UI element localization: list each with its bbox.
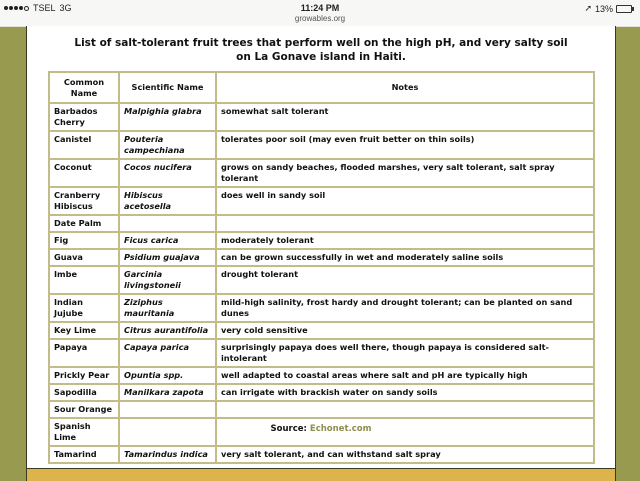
notes-cell: tolerates poor soil (may even fruit better on thin soils) (216, 131, 594, 159)
notes-cell: very cold sensitive (216, 322, 594, 339)
header-scientific-name: Scientific Name (119, 72, 216, 103)
source-credit (27, 424, 615, 434)
scientific-name-cell: Pouteria campechiana (119, 131, 216, 159)
notes-cell: surprisingly papaya does well there, though papaya is considered salt-intolerant (216, 339, 594, 367)
carrier-name: TSEL (33, 3, 56, 13)
common-name-cell: Cranberry Hibiscus (49, 187, 119, 215)
scientific-name-cell: Manilkara zapota (119, 384, 216, 401)
notes-cell: very salt tolerant, and can withstand salt spray (216, 446, 594, 463)
table-row (49, 266, 594, 294)
table-header-row (49, 72, 594, 103)
scientific-name-cell: Psidium guajava (119, 249, 216, 266)
scientific-name-cell: Malpighia glabra (119, 103, 216, 131)
scientific-name-cell: Ziziphus mauritania (119, 294, 216, 322)
table-row (49, 384, 594, 401)
common-name-cell: Barbados Cherry (49, 103, 119, 131)
header-common-name: Common Name (49, 72, 119, 103)
table-row (49, 294, 594, 322)
scientific-name-cell: Garcinia livingstoneii (119, 266, 216, 294)
notes-cell: moderately tolerant (216, 232, 594, 249)
notes-cell: can be grown successfully in wet and moderately saline soils (216, 249, 594, 266)
scientific-name-cell: Citrus aurantifolia (119, 322, 216, 339)
notes-cell: grows on sandy beaches, flooded marshes, very salt tolerant, salt spray tolerant (216, 159, 594, 187)
scientific-name-cell: Opuntia spp. (119, 367, 216, 384)
title-line-1: List of salt-tolerant fruit trees that perform well on the high pH, and very salty soil (74, 37, 568, 49)
common-name-cell: Guava (49, 249, 119, 266)
common-name-cell: Sapodilla (49, 384, 119, 401)
battery-percent: 13% (594, 3, 613, 14)
scientific-name-cell (119, 401, 216, 418)
page-content (26, 26, 616, 468)
scientific-name-cell (119, 215, 216, 232)
common-name-cell: Sour Orange (49, 401, 119, 418)
table-row (49, 232, 594, 249)
table-row (49, 103, 594, 131)
notes-cell: does well in sandy soil (216, 187, 594, 215)
fruit-trees-table (48, 71, 595, 464)
common-name-cell: Papaya (49, 339, 119, 367)
table-row (49, 215, 594, 232)
scientific-name-cell: Capaya parica (119, 339, 216, 367)
table-row (49, 401, 594, 418)
table-row (49, 339, 594, 367)
notes-cell: mild-high salinity, frost hardy and drought tolerant; can be planted on sand dunes (216, 294, 594, 322)
table-row (49, 249, 594, 266)
scientific-name-cell: Cocos nucifera (119, 159, 216, 187)
notes-cell (216, 215, 594, 232)
page-title (27, 36, 615, 64)
common-name-cell: Tamarind (49, 446, 119, 463)
notes-cell: drought tolerant (216, 266, 594, 294)
battery-icon (616, 5, 632, 13)
common-name-cell: Prickly Pear (49, 367, 119, 384)
table-row (49, 322, 594, 339)
table-row (49, 187, 594, 215)
common-name-cell: Imbe (49, 266, 119, 294)
location-arrow-icon: ➚ (584, 3, 592, 13)
common-name-cell: Coconut (49, 159, 119, 187)
common-name-cell: Fig (49, 232, 119, 249)
scientific-name-cell: Hibiscus acetosella (119, 187, 216, 215)
common-name-cell: Date Palm (49, 215, 119, 232)
footer-bar (26, 468, 616, 481)
notes-cell: can irrigate with brackish water on sandy soils (216, 384, 594, 401)
common-name-cell: Key Lime (49, 322, 119, 339)
common-name-cell: Spanish Lime (49, 418, 119, 446)
table-row (49, 367, 594, 384)
notes-cell: well adapted to coastal areas where salt and pH are typically high (216, 367, 594, 384)
network-type: 3G (59, 3, 72, 13)
status-bar (0, 0, 640, 27)
battery-info (584, 3, 632, 14)
source-link[interactable]: Echonet.com (309, 424, 372, 434)
scientific-name-cell: Tamarindus indica (119, 446, 216, 463)
table-row (49, 159, 594, 187)
notes-cell: somewhat salt tolerant (216, 103, 594, 131)
common-name-cell: Indian Jujube (49, 294, 119, 322)
header-notes: Notes (216, 72, 594, 103)
source-label: Source: (270, 424, 307, 434)
table-row (49, 131, 594, 159)
table-row (49, 446, 594, 463)
title-line-2: on La Gonave island in Haiti. (236, 51, 406, 63)
notes-cell (216, 401, 594, 418)
clock: 11:24 PM (300, 3, 340, 13)
address-bar[interactable]: growables.org (294, 14, 346, 23)
scientific-name-cell: Ficus carica (119, 232, 216, 249)
common-name-cell: Canistel (49, 131, 119, 159)
